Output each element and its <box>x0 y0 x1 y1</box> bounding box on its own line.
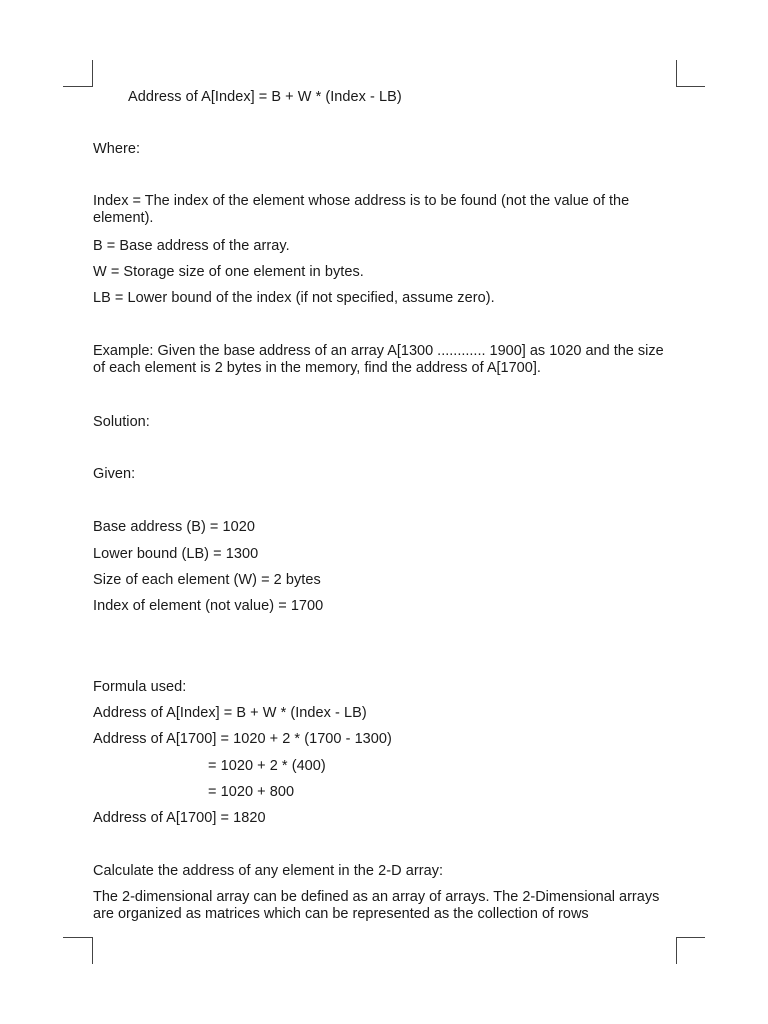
formula-used-label: Formula used: <box>93 679 187 695</box>
given-lower-bound: Lower bound (LB) = 1300 <box>93 546 259 562</box>
given-base-address: Base address (B) = 1020 <box>93 519 255 535</box>
definition-width: W = Storage size of one element in bytes. <box>93 264 364 280</box>
where-label: Where: <box>93 141 141 157</box>
crop-mark-bottom-right-h <box>676 937 705 938</box>
definition-base: B = Base address of the array. <box>93 238 290 254</box>
solution-label: Solution: <box>93 414 150 430</box>
definition-index: Index = The index of the element whose address is to be found (not the value of the element). <box>93 193 630 226</box>
crop-mark-bottom-left-h <box>63 937 92 938</box>
crop-mark-bottom-left-v <box>92 937 93 964</box>
given-index: Index of element (not value) = 1700 <box>93 598 324 614</box>
crop-mark-top-right-h <box>676 86 705 87</box>
section-2d-heading: Calculate the address of any element in the 2-D array: <box>93 863 444 879</box>
crop-mark-top-left-h <box>63 86 92 87</box>
given-label: Given: <box>93 466 136 482</box>
definition-lower-bound: LB = Lower bound of the index (if not specified, assume zero). <box>93 290 495 306</box>
formula-general: Address of A[Index] = B + W * (Index - LB) <box>93 705 367 721</box>
calc-step-1: = 1020 + 2 * (400) <box>208 758 326 774</box>
calc-step-2: = 1020 + 800 <box>208 784 295 800</box>
given-element-size: Size of each element (W) = 2 bytes <box>93 572 321 588</box>
formula-substituted: Address of A[1700] = 1020 + 2 * (1700 - 1300) <box>93 731 392 747</box>
result-line: Address of A[1700] = 1820 <box>93 810 266 826</box>
formula-heading: Address of A[Index] = B + W * (Index - LB) <box>128 89 402 105</box>
section-2d-text: The 2-dimensional array can be defined as an array of arrays. The 2-Dimensional arrays are organized as matrices which can be represented as the collection of rows <box>93 889 660 922</box>
crop-mark-top-left-v <box>92 60 93 87</box>
crop-mark-bottom-right-v <box>676 937 677 964</box>
crop-mark-top-right-v <box>676 60 677 87</box>
example-text: Example: Given the base address of an array A[1300 ............ 1900] as 1020 and the size of each element is 2 bytes in the memory, find the address of A[1700]. <box>93 343 664 376</box>
